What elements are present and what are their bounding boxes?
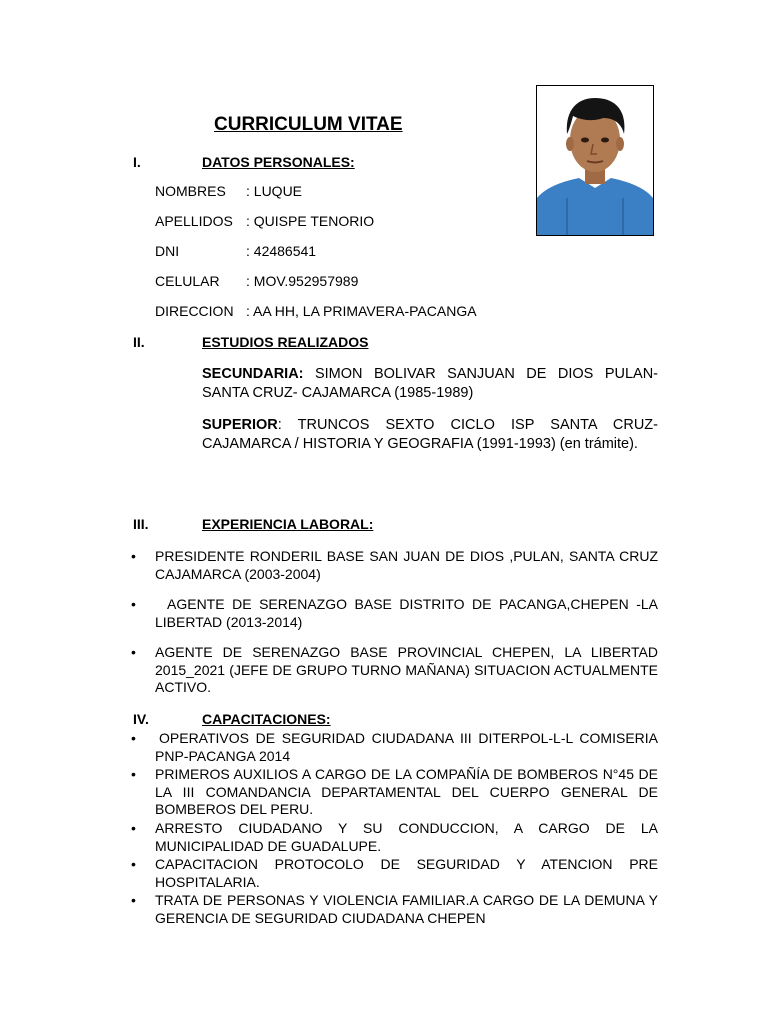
field-value-nombres: : LUQUE bbox=[246, 183, 303, 199]
training-item: PRIMEROS AUXILIOS A CARGO DE LA COMPAÑÍA DE BOMBEROS N°45 DE LA III COMANDANCIA DEPARTAMENTAL DEL CUERPO GENERAL DE BOMBEROS DEL PERU. bbox=[155, 766, 658, 817]
field-label-apellidos: APELLIDOS bbox=[155, 213, 233, 229]
section-heading-studies: ESTUDIOS REALIZADOS bbox=[202, 334, 369, 350]
training-item: TRATA DE PERSONAS Y VIOLENCIA FAMILIAR.A CARGO DE LA DEMUNA Y GERENCIA DE SEGURIDAD CIUDADANA CHEPEN bbox=[155, 892, 658, 926]
superior-text: : TRUNCOS SEXTO CICLO ISP SANTA CRUZ-CAJAMARCA / HISTORIA Y GEOGRAFIA (1991-1993) (en trámite). bbox=[202, 417, 658, 452]
bullet: • bbox=[131, 856, 136, 872]
field-value-celular: : MOV.952957989 bbox=[246, 273, 359, 289]
field-label-direccion: DIRECCION bbox=[155, 303, 234, 319]
bullet: • bbox=[131, 644, 136, 660]
training-item: CAPACITACION PROTOCOLO DE SEGURIDAD Y ATENCION PRE HOSPITALARIA. bbox=[155, 856, 658, 890]
section-heading-personal: DATOS PERSONALES: bbox=[202, 154, 355, 170]
training-item: OPERATIVOS DE SEGURIDAD CIUDADANA III DITERPOL-L-L COMISERIA PNP-PACANGA 2014 bbox=[155, 730, 658, 764]
experience-item: AGENTE DE SERENAZGO BASE DISTRITO DE PACANGA,CHEPEN -LA LIBERTAD (2013-2014) bbox=[155, 596, 658, 630]
field-value-apellidos: : QUISPE TENORIO bbox=[246, 213, 375, 229]
field-label-dni: DNI bbox=[155, 243, 180, 259]
superior-label: SUPERIOR bbox=[202, 417, 278, 433]
field-label-celular: CELULAR bbox=[155, 273, 220, 289]
bullet: • bbox=[131, 596, 136, 612]
field-value-direccion: : AA HH, LA PRIMAVERA-PACANGA bbox=[246, 303, 477, 319]
experience-item: PRESIDENTE RONDERIL BASE SAN JUAN DE DIOS ,PULAN, SANTA CRUZ CAJAMARCA (2003-2004) bbox=[155, 548, 658, 582]
field-value-dni: : 42486541 bbox=[246, 243, 317, 259]
bullet: • bbox=[131, 730, 136, 746]
experience-item: AGENTE DE SERENAZGO BASE PROVINCIAL CHEPEN, LA LIBERTAD 2015_2021 (JEFE DE GRUPO TURNO MAÑANA) SITUACION ACTUALMENTE ACTIVO. bbox=[155, 644, 658, 695]
section-number-experience: III. bbox=[133, 516, 149, 532]
profile-photo bbox=[536, 85, 654, 236]
studies-secundaria bbox=[202, 365, 658, 403]
secundaria-label: SECUNDARIA: bbox=[202, 366, 304, 382]
bullet: • bbox=[131, 820, 136, 836]
section-number-personal: I. bbox=[133, 154, 141, 170]
section-heading-training: CAPACITACIONES: bbox=[202, 711, 331, 727]
secundaria-text: SIMON BOLIVAR SANJUAN DE DIOS PULAN-SANTA CRUZ- CAJAMARCA (1985-1989) bbox=[202, 366, 658, 401]
section-heading-experience: EXPERIENCIA LABORAL: bbox=[202, 516, 374, 532]
section-number-studies: II. bbox=[133, 334, 145, 350]
bullet: • bbox=[131, 548, 136, 564]
portrait-illustration bbox=[537, 86, 653, 235]
section-number-training: IV. bbox=[133, 711, 149, 727]
bullet: • bbox=[131, 766, 136, 782]
studies-superior bbox=[202, 416, 658, 454]
field-label-nombres: NOMBRES bbox=[155, 183, 226, 199]
bullet: • bbox=[131, 892, 136, 908]
document-title: CURRICULUM VITAE bbox=[214, 114, 403, 135]
training-item: ARRESTO CIUDADANO Y SU CONDUCCION, A CARGO DE LA MUNICIPALIDAD DE GUADALUPE. bbox=[155, 820, 658, 854]
